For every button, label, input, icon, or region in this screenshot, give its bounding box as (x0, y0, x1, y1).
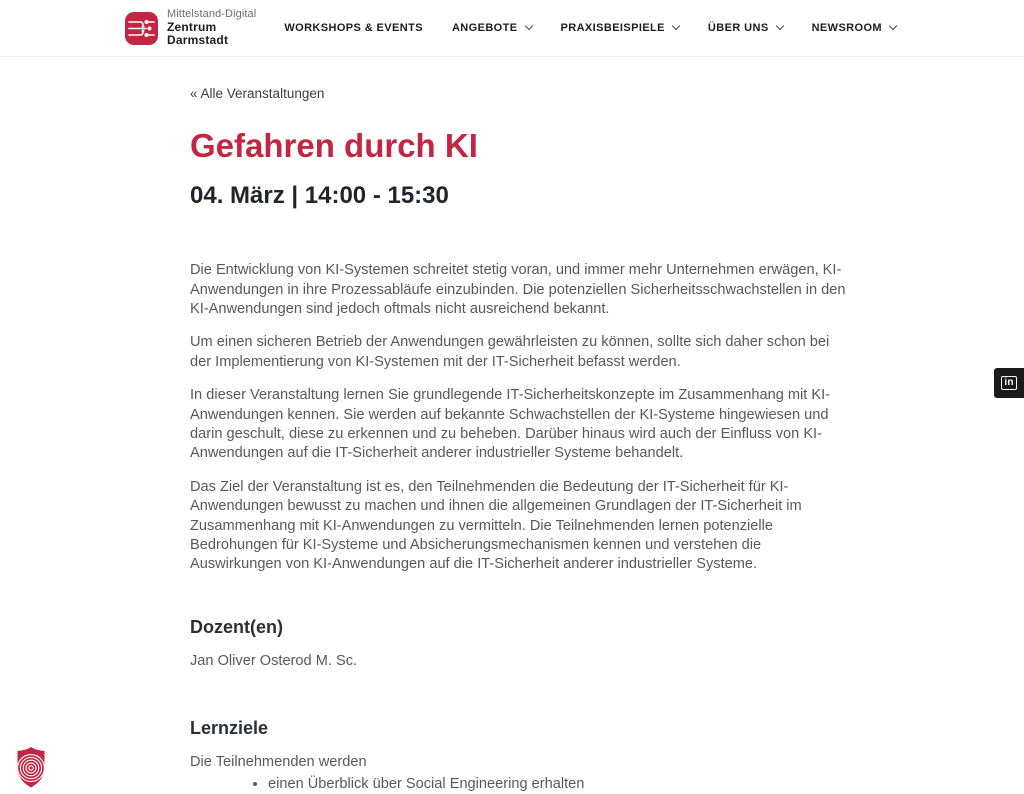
brand-circuit-icon (125, 12, 158, 45)
description-paragraph: Die Entwicklung von KI-Systemen schreitet stetig voran, und immer mehr Unternehmen erwägen, KI-Anwendungen in ihre Prozessabläufe einzubinden. Die potenziellen Sicherheitsschwachstellen in den KI-Anwendungen sind jedoch oftmals nicht ausreichend bekannt. (190, 262, 846, 317)
event-description (190, 261, 847, 575)
brand-line-zentrum: Zentrum (167, 19, 217, 34)
nav-item-newsroom[interactable] (812, 22, 896, 34)
linkedin-share-button[interactable] (994, 368, 1024, 398)
lecturers-heading: Dozent(en) (190, 616, 283, 637)
page-title: Gefahren durch KI (190, 127, 478, 164)
goal-item: • einen Überblick über Social Engineering erhalten (268, 775, 847, 794)
chevron-down-icon (672, 22, 680, 30)
nav-item-workshops-events[interactable] (284, 22, 423, 34)
chevron-down-icon (889, 22, 897, 30)
nav-item-angebote[interactable] (452, 22, 532, 34)
brand-line-program: Mittelstand-Digital (167, 8, 257, 21)
back-to-events-link[interactable]: « Alle Veranstaltungen (190, 86, 325, 101)
goals-heading: Lernziele (190, 718, 269, 739)
nav-item-ueber-uns[interactable] (708, 22, 783, 34)
event-article (190, 57, 847, 794)
chevron-down-icon (775, 22, 783, 30)
nav-item-praxisbeispiele[interactable] (561, 22, 679, 34)
goals-list (190, 775, 847, 794)
lecturer-name: Jan Oliver Osterod M. Sc. (190, 652, 358, 669)
goals-intro: Die Teilnehmenden werden (190, 754, 367, 771)
site-logo[interactable] (125, 8, 256, 47)
nav-label: ANGEBOTE (451, 22, 518, 34)
description-paragraph: Um einen sicheren Betrieb der Anwendungen gewährleisten zu können, sollte sich daher schon bei der Implementierung von KI-Systemen mit der IT-Sicherheit befasst werden. (190, 334, 830, 370)
description-paragraph: Das Ziel der Veranstaltung ist es, den Teilnehmenden die Bedeutung der IT-Sicherheit für KI-Anwendungen bewusst zu machen und ihnen die allgemeinen Grundlagen der IT-Sicherheit im Zusammenhang mit KI-Anwendungen zu vermitteln. Die Teilnehmenden lernen potenzielle Bedrohungen für KI-Systeme und Absicherungsmechanismen kennen und verstehen die Auswirkungen von KI-Anwendungen auf die IT-Sicherheit anderer industrieller Systeme. (190, 478, 802, 573)
brand-wordmark (167, 8, 256, 47)
nav-label: PRAXISBEISPIELE (560, 22, 665, 34)
nav-label: ÜBER UNS (707, 22, 769, 34)
description-paragraph: In dieser Veranstaltung lernen Sie grundlegende IT-Sicherheitskonzepte im Zusammenhang mit KI-Anwendungen kennen. Sie werden auf bekannte Schwachstellen der KI-Systeme hingewiesen und darin geschult, diese zu erkennen und zu beheben. Darüber hinaus wird auch der Einfluss von KI-Anwendungen auf die IT-Sicherheit anderer industrieller Systeme behandelt. (190, 387, 831, 462)
site-header (0, 0, 1024, 57)
event-datetime: 04. März | 14:00 - 15:30 (190, 182, 449, 210)
linkedin-icon: in (1001, 376, 1016, 390)
main-nav (284, 22, 896, 34)
nav-label: WORKSHOPS & EVENTS (284, 22, 423, 34)
fingerprint-shield-badge[interactable] (17, 747, 45, 788)
nav-label: NEWSROOM (811, 22, 882, 34)
brand-line-city: Darmstadt (167, 33, 229, 48)
chevron-down-icon (524, 22, 532, 30)
